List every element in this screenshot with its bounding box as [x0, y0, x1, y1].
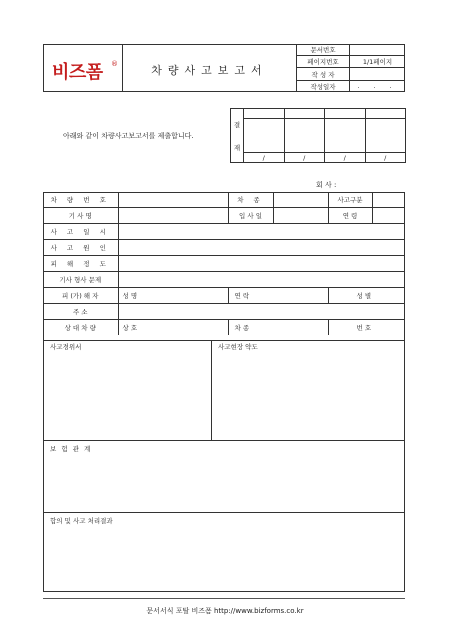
approval-title-2[interactable]	[284, 109, 325, 119]
age-label: 연 령	[328, 208, 372, 224]
accident-type-label: 사고구분	[328, 192, 372, 208]
settlement-field[interactable]	[44, 528, 404, 590]
meta-author-label: 작 성 자	[297, 68, 350, 80]
divider	[43, 340, 405, 341]
document-meta-table	[296, 44, 405, 92]
registered-mark: ®	[111, 60, 118, 68]
accident-sketch-label: 사고현장 약도	[218, 343, 258, 351]
victim-label: 피 (가) 해 자	[43, 288, 118, 304]
approval-date-4[interactable]: /	[365, 153, 406, 163]
meta-doc-number-value[interactable]	[350, 44, 406, 56]
hire-date-field[interactable]	[273, 208, 328, 224]
meta-page-number-value: 1/1페이지	[350, 56, 406, 68]
footer-divider	[43, 598, 405, 599]
company-label: 회 사 :	[316, 181, 337, 189]
other-vehicle-type-cell[interactable]	[228, 320, 328, 336]
address-label: 주 소	[43, 304, 118, 320]
other-vehicle-number-label: 번 호	[356, 324, 372, 332]
settlement-label: 합의 및 사고 처리결과	[50, 517, 113, 525]
driver-name-field[interactable]	[118, 208, 228, 224]
approval-sign-3[interactable]	[325, 119, 366, 153]
footer-text: 문서서식 포탈 비즈폼 http://www.bizforms.co.kr	[146, 607, 304, 615]
accident-summary-field[interactable]	[44, 354, 210, 438]
other-vehicle-label: 상 대 차 량	[43, 320, 118, 336]
divider	[43, 512, 405, 513]
accident-cause-label: 사 고 원 인	[43, 240, 118, 256]
approval-title-4[interactable]	[365, 109, 406, 119]
other-vehicle-company-cell[interactable]	[118, 320, 228, 336]
criminal-issue-label: 기사 형사 문제	[43, 272, 118, 288]
other-vehicle-type-label: 차 종	[234, 324, 250, 332]
intro-text: 아래와 같이 차량사고보고서를 제출합니다.	[63, 132, 194, 140]
driver-name-label: 기 사 명	[43, 208, 118, 224]
hire-date-label: 입 사 일	[228, 208, 273, 224]
meta-page-number-label: 페이지번호	[297, 56, 350, 68]
approval-box	[230, 108, 406, 163]
car-type-field[interactable]	[273, 192, 328, 208]
accident-type-field[interactable]	[372, 192, 405, 208]
document-title: 차량사고보고서	[151, 64, 268, 77]
victim-name-label: 성 명	[122, 292, 138, 300]
other-vehicle-company-label: 상 호	[122, 324, 138, 332]
divider	[211, 340, 212, 440]
approval-sign-1[interactable]	[244, 119, 285, 153]
victim-gender-cell[interactable]	[328, 288, 405, 304]
meta-author-value[interactable]	[350, 68, 406, 80]
approval-date-2[interactable]: /	[284, 153, 325, 163]
approval-sign-2[interactable]	[284, 119, 325, 153]
address-field[interactable]	[118, 304, 405, 320]
accident-cause-field[interactable]	[118, 240, 405, 256]
vehicle-number-label: 차 량 번 호	[50, 196, 110, 204]
meta-date-label: 작성일자	[297, 80, 350, 92]
approval-title-1[interactable]	[244, 109, 285, 119]
age-field[interactable]	[372, 208, 405, 224]
victim-contact-cell[interactable]	[228, 288, 328, 304]
victim-contact-label: 연 락	[234, 292, 250, 300]
accident-summary-label: 사고경위서	[50, 343, 82, 351]
divider	[43, 440, 405, 441]
approval-date-1[interactable]: /	[244, 153, 285, 163]
insurance-label: 보 험 관 계	[50, 445, 92, 453]
meta-doc-number-label: 문서번호	[297, 44, 350, 56]
criminal-issue-field[interactable]	[118, 272, 405, 288]
victim-name-cell[interactable]	[118, 288, 228, 304]
damage-level-label: 피 해 정 도	[43, 256, 118, 272]
approval-label-top: 결	[233, 120, 241, 129]
accident-datetime-label: 사 고 일 시	[43, 224, 118, 240]
approval-date-3[interactable]: /	[325, 153, 366, 163]
bizforms-logo: 비즈폼	[52, 62, 103, 83]
approval-title-3[interactable]	[325, 109, 366, 119]
meta-date-value[interactable]: . . .	[350, 80, 406, 92]
approval-sign-4[interactable]	[365, 119, 406, 153]
accident-sketch-field[interactable]	[213, 354, 404, 438]
victim-gender-label: 성 별	[356, 292, 372, 300]
damage-level-field[interactable]	[118, 256, 405, 272]
accident-form-table	[43, 192, 405, 335]
car-type-label: 차 종	[228, 192, 273, 208]
vehicle-number-field[interactable]	[118, 192, 228, 208]
approval-label	[231, 109, 244, 163]
insurance-field[interactable]	[44, 456, 404, 510]
other-vehicle-number-cell[interactable]	[328, 320, 405, 336]
approval-label-bottom: 재	[233, 143, 241, 152]
accident-datetime-field[interactable]	[118, 224, 405, 240]
